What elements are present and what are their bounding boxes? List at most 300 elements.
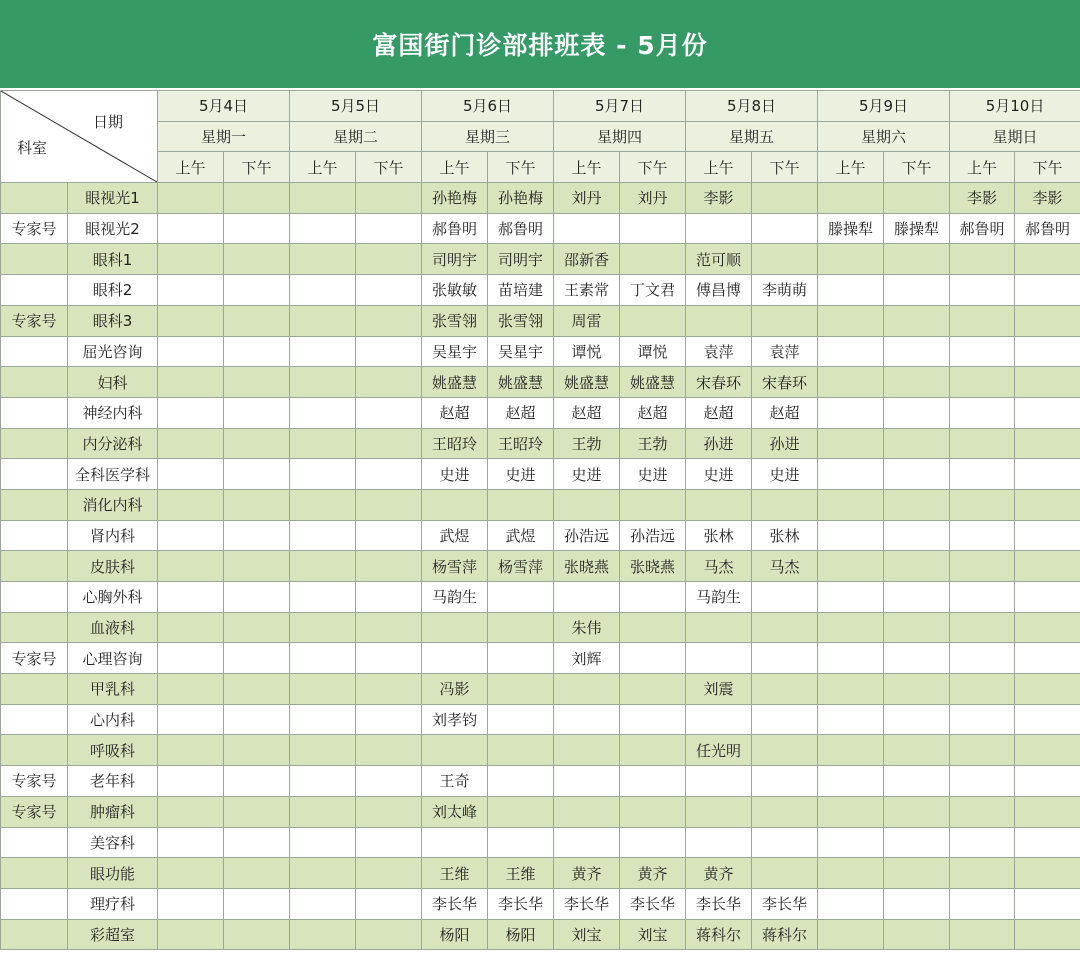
table-row [1,888,1080,919]
department-cell: 妇科 [68,367,158,398]
schedule-cell [950,367,1015,398]
schedule-cell [158,919,224,950]
morning-header: 上午 [158,152,224,183]
department-cell: 眼视光2 [68,213,158,244]
table-row [1,704,1080,735]
expert-tag-cell: 专家号 [1,766,68,797]
schedule-cell [224,735,290,766]
schedule-cell: 司明宇 [488,244,554,275]
table-row [1,428,1080,459]
table-row [1,275,1080,306]
schedule-cell: 朱伟 [554,612,620,643]
schedule-cell [224,858,290,889]
schedule-cell [356,674,422,705]
schedule-cell [488,612,554,643]
schedule-cell [950,336,1015,367]
schedule-cell [620,612,686,643]
schedule-cell: 史进 [488,459,554,490]
department-cell: 眼科2 [68,275,158,306]
schedule-cell [224,459,290,490]
weekday-header: 星期六 [818,121,950,152]
schedule-cell [950,244,1015,275]
date-header: 5月4日 [158,91,290,122]
schedule-cell [158,336,224,367]
afternoon-header: 下午 [752,152,818,183]
schedule-cell [818,582,884,613]
schedule-cell [1015,520,1080,551]
table-row [1,827,1080,858]
schedule-cell: 任光明 [686,735,752,766]
schedule-cell [1015,428,1080,459]
schedule-cell [290,213,356,244]
schedule-cell [158,858,224,889]
afternoon-header: 下午 [884,152,950,183]
schedule-cell: 谭悦 [620,336,686,367]
department-cell: 甲乳科 [68,674,158,705]
schedule-cell [488,735,554,766]
schedule-cell [290,305,356,336]
schedule-cell [1015,704,1080,735]
schedule-cell [818,520,884,551]
schedule-cell [752,213,818,244]
schedule-cell [818,551,884,582]
expert-tag-cell: 专家号 [1,213,68,244]
weekday-header: 星期日 [950,121,1080,152]
expert-tag-cell: 专家号 [1,643,68,674]
schedule-cell [752,735,818,766]
schedule-cell [620,674,686,705]
schedule-cell [884,367,950,398]
schedule-cell [224,367,290,398]
schedule-cell: 姚盛慧 [422,367,488,398]
schedule-cell [488,796,554,827]
schedule-cell [1015,305,1080,336]
schedule-cell: 冯影 [422,674,488,705]
schedule-cell [950,735,1015,766]
schedule-cell [224,827,290,858]
schedule-cell [1015,766,1080,797]
table-row [1,735,1080,766]
schedule-cell [158,735,224,766]
schedule-cell [158,612,224,643]
schedule-cell [158,183,224,214]
table-row [1,367,1080,398]
schedule-cell [884,489,950,520]
schedule-cell: 李长华 [422,888,488,919]
schedule-cell [290,704,356,735]
schedule-cell [224,244,290,275]
schedule-cell: 张林 [752,520,818,551]
schedule-cell [224,796,290,827]
schedule-cell [686,305,752,336]
schedule-cell: 宋春环 [686,367,752,398]
schedule-cell [884,796,950,827]
schedule-cell [950,827,1015,858]
date-header: 5月8日 [686,91,818,122]
department-cell: 神经内科 [68,397,158,428]
schedule-cell [158,489,224,520]
schedule-cell: 滕操犁 [884,213,950,244]
schedule-cell [950,305,1015,336]
schedule-cell [818,735,884,766]
schedule-cell [950,520,1015,551]
schedule-cell: 史进 [752,459,818,490]
schedule-cell: 司明宇 [422,244,488,275]
schedule-cell [356,704,422,735]
date-header: 5月7日 [554,91,686,122]
department-cell: 肾内科 [68,520,158,551]
schedule-cell [752,489,818,520]
schedule-cell: 郝鲁明 [488,213,554,244]
department-cell: 眼科1 [68,244,158,275]
corner-dept-label: 科室 [17,139,48,157]
schedule-cell: 吴星宇 [488,336,554,367]
schedule-cell [356,643,422,674]
expert-tag-cell [1,489,68,520]
expert-tag-cell [1,888,68,919]
expert-tag-cell [1,275,68,306]
schedule-cell: 李萌萌 [752,275,818,306]
schedule-cell: 张雪翎 [422,305,488,336]
schedule-cell [950,489,1015,520]
table-row [1,305,1080,336]
department-cell: 老年科 [68,766,158,797]
afternoon-header: 下午 [224,152,290,183]
schedule-cell: 王维 [422,858,488,889]
department-cell: 肿瘤科 [68,796,158,827]
schedule-cell: 苗培建 [488,275,554,306]
schedule-cell: 刘宝 [620,919,686,950]
schedule-cell [356,888,422,919]
schedule-cell [818,766,884,797]
schedule-cell [356,520,422,551]
morning-header: 上午 [818,152,884,183]
schedule-cell [1015,397,1080,428]
schedule-cell [686,612,752,643]
schedule-cell [686,643,752,674]
schedule-cell: 孙浩远 [620,520,686,551]
schedule-cell [950,275,1015,306]
schedule-cell: 杨雪萍 [422,551,488,582]
schedule-cell: 刘孝钧 [422,704,488,735]
schedule-cell [554,735,620,766]
schedule-cell [950,888,1015,919]
date-header: 5月6日 [422,91,554,122]
schedule-cell [620,489,686,520]
schedule-cell [950,796,1015,827]
table-row [1,551,1080,582]
schedule-cell: 李影 [950,183,1015,214]
schedule-cell: 滕操犁 [818,213,884,244]
schedule-cell [290,275,356,306]
schedule-cell [752,612,818,643]
schedule-cell [950,919,1015,950]
schedule-cell [356,275,422,306]
schedule-cell [950,674,1015,705]
schedule-cell [422,612,488,643]
schedule-cell: 杨阳 [488,919,554,950]
schedule-cell [554,213,620,244]
schedule-cell: 史进 [422,459,488,490]
department-cell: 血液科 [68,612,158,643]
schedule-cell [884,766,950,797]
schedule-cell: 傅昌博 [686,275,752,306]
schedule-cell [356,612,422,643]
schedule-cell: 姚盛慧 [620,367,686,398]
expert-tag-cell [1,582,68,613]
schedule-cell [752,704,818,735]
schedule-cell [554,827,620,858]
schedule-cell [356,428,422,459]
expert-tag-cell [1,459,68,490]
schedule-cell [1015,858,1080,889]
expert-tag-cell [1,858,68,889]
schedule-cell [290,428,356,459]
department-cell: 皮肤科 [68,551,158,582]
schedule-cell [356,766,422,797]
schedule-cell [1015,888,1080,919]
date-header: 5月9日 [818,91,950,122]
schedule-cell [158,213,224,244]
schedule-cell [620,796,686,827]
schedule-cell: 黄齐 [554,858,620,889]
schedule-cell [884,919,950,950]
schedule-cell [158,305,224,336]
schedule-cell: 史进 [620,459,686,490]
department-cell: 理疗科 [68,888,158,919]
schedule-cell: 袁萍 [752,336,818,367]
schedule-cell: 孙艳梅 [422,183,488,214]
schedule-cell: 王昭玲 [422,428,488,459]
schedule-cell [620,582,686,613]
schedule-cell [884,428,950,459]
schedule-cell: 姚盛慧 [554,367,620,398]
weekday-header: 星期一 [158,121,290,152]
table-row [1,213,1080,244]
schedule-cell: 李影 [686,183,752,214]
schedule-cell [818,275,884,306]
expert-tag-cell [1,367,68,398]
schedule-cell [884,674,950,705]
schedule-cell [158,766,224,797]
afternoon-header: 下午 [620,152,686,183]
schedule-cell: 李影 [1015,183,1080,214]
morning-header: 上午 [686,152,752,183]
schedule-cell: 武煜 [422,520,488,551]
schedule-cell: 赵超 [620,397,686,428]
schedule-cell: 刘丹 [620,183,686,214]
expert-tag-cell: 专家号 [1,796,68,827]
schedule-cell [950,612,1015,643]
schedule-cell [554,582,620,613]
morning-header: 上午 [422,152,488,183]
schedule-cell [224,612,290,643]
schedule-cell [818,612,884,643]
schedule-cell: 张林 [686,520,752,551]
schedule-cell [290,643,356,674]
expert-tag-cell [1,397,68,428]
schedule-cell [224,275,290,306]
schedule-cell [752,827,818,858]
schedule-cell [818,367,884,398]
schedule-cell [752,582,818,613]
schedule-cell [224,397,290,428]
schedule-cell [818,704,884,735]
schedule-cell [224,428,290,459]
schedule-cell [752,183,818,214]
schedule-cell [1015,643,1080,674]
schedule-cell: 刘震 [686,674,752,705]
schedule-cell [950,643,1015,674]
schedule-cell: 郝鲁明 [950,213,1015,244]
schedule-cell [356,213,422,244]
schedule-cell [290,827,356,858]
schedule-cell [356,183,422,214]
table-row [1,612,1080,643]
schedule-cell: 史进 [686,459,752,490]
schedule-cell [752,796,818,827]
schedule-cell [290,397,356,428]
schedule-cell [554,766,620,797]
schedule-cell: 黄齐 [620,858,686,889]
schedule-cell [290,674,356,705]
table-row [1,397,1080,428]
schedule-cell [818,397,884,428]
schedule-cell: 王昭玲 [488,428,554,459]
schedule-cell [554,796,620,827]
schedule-cell: 王勃 [620,428,686,459]
schedule-cell: 李长华 [488,888,554,919]
page-title: 富国街门诊部排班表 - 5月份 [0,0,1080,90]
schedule-cell [884,459,950,490]
department-cell: 彩超室 [68,919,158,950]
schedule-cell: 赵超 [752,397,818,428]
schedule-cell [752,858,818,889]
schedule-cell: 张敏敏 [422,275,488,306]
schedule-cell [224,643,290,674]
table-row [1,858,1080,889]
schedule-cell [620,305,686,336]
schedule-cell [1015,551,1080,582]
schedule-cell: 邵新香 [554,244,620,275]
schedule-cell: 黄齐 [686,858,752,889]
schedule-cell [290,858,356,889]
schedule-cell [1015,244,1080,275]
weekday-header: 星期四 [554,121,686,152]
schedule-cell: 周雷 [554,305,620,336]
table-row [1,766,1080,797]
schedule-cell [290,582,356,613]
schedule-cell: 孙进 [752,428,818,459]
schedule-cell [356,551,422,582]
schedule-cell [818,796,884,827]
schedule-cell: 刘宝 [554,919,620,950]
schedule-cell [356,489,422,520]
expert-tag-cell [1,919,68,950]
department-cell: 心内科 [68,704,158,735]
expert-tag-cell [1,183,68,214]
schedule-cell [158,275,224,306]
weekday-header: 星期二 [290,121,422,152]
schedule-cell [1015,735,1080,766]
expert-tag-cell [1,704,68,735]
expert-tag-cell [1,612,68,643]
weekday-header: 星期五 [686,121,818,152]
morning-header: 上午 [554,152,620,183]
schedule-cell [356,367,422,398]
schedule-cell [752,643,818,674]
schedule-cell [620,213,686,244]
schedule-cell [620,244,686,275]
schedule-cell: 刘辉 [554,643,620,674]
schedule-cell [818,674,884,705]
schedule-cell: 李长华 [620,888,686,919]
schedule-cell: 袁萍 [686,336,752,367]
schedule-cell [158,244,224,275]
expert-tag-cell [1,551,68,582]
schedule-cell: 李长华 [686,888,752,919]
schedule-cell: 刘丹 [554,183,620,214]
schedule-cell: 赵超 [686,397,752,428]
table-row [1,796,1080,827]
schedule-cell [686,489,752,520]
schedule-cell: 孙艳梅 [488,183,554,214]
schedule-cell [1015,489,1080,520]
schedule-cell: 杨阳 [422,919,488,950]
expert-tag-cell [1,674,68,705]
department-cell: 屈光咨询 [68,336,158,367]
department-cell: 呼吸科 [68,735,158,766]
weekday-header: 星期三 [422,121,554,152]
schedule-cell [818,919,884,950]
schedule-cell [818,888,884,919]
schedule-cell [1015,275,1080,306]
schedule-cell [818,643,884,674]
schedule-cell [224,919,290,950]
schedule-cell [224,582,290,613]
schedule-cell [356,459,422,490]
schedule-cell [1015,827,1080,858]
schedule-cell [950,582,1015,613]
schedule-cell [884,551,950,582]
afternoon-header: 下午 [488,152,554,183]
table-row [1,520,1080,551]
schedule-cell [488,827,554,858]
schedule-cell: 孙浩远 [554,520,620,551]
schedule-cell: 赵超 [422,397,488,428]
schedule-cell [884,275,950,306]
schedule-cell [356,336,422,367]
schedule-cell [158,459,224,490]
schedule-cell [158,520,224,551]
schedule-cell [224,766,290,797]
schedule-cell [290,459,356,490]
department-cell: 眼视光1 [68,183,158,214]
table-row [1,643,1080,674]
table-row [1,459,1080,490]
schedule-cell [488,766,554,797]
schedule-cell: 张晓燕 [554,551,620,582]
schedule-cell [356,919,422,950]
schedule-cell [884,336,950,367]
morning-header: 上午 [290,152,356,183]
schedule-cell [356,244,422,275]
schedule-cell: 史进 [554,459,620,490]
schedule-cell [488,489,554,520]
department-cell: 心理咨询 [68,643,158,674]
expert-tag-cell [1,735,68,766]
schedule-cell: 蒋科尔 [686,919,752,950]
